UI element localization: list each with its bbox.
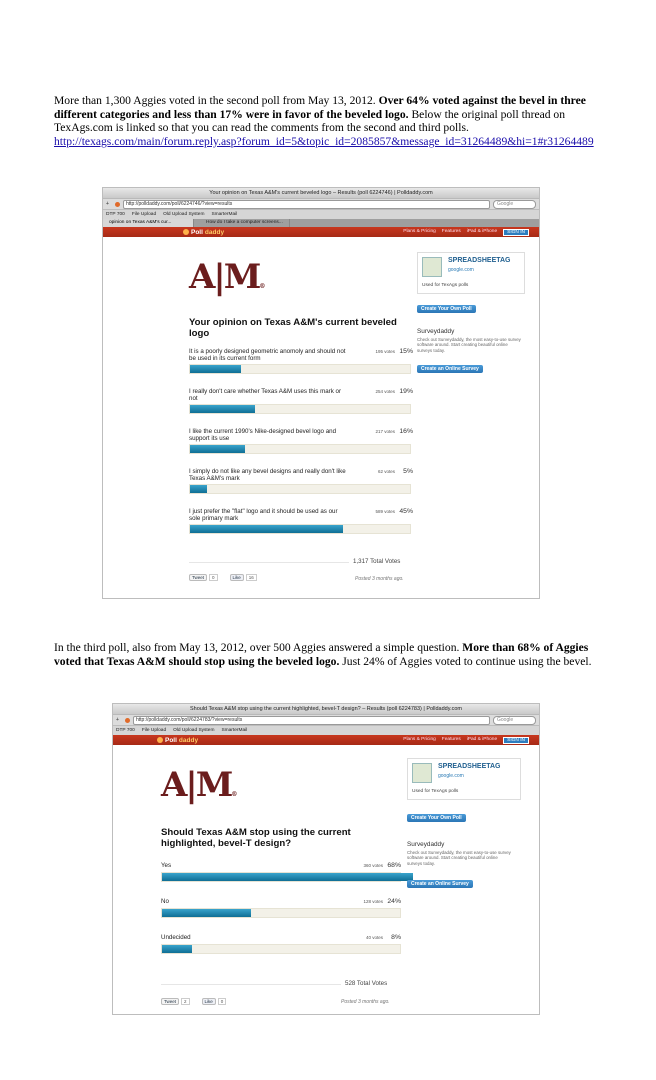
polldaddy-nav xyxy=(403,229,539,236)
poll1-question: Your opinion on Texas A&M's current beveled logo xyxy=(189,317,397,339)
polldaddy-header xyxy=(103,227,539,237)
poll-option-bar-fill xyxy=(190,365,241,373)
poll2-url-field[interactable]: http://polldaddy.com/poll/6224783/?view=results xyxy=(133,716,490,725)
intro1-text-2: Below the original poll thread on TexAgs.com is linked so that you can read the comments from the second and third polls. xyxy=(54,107,566,135)
poll-option-bar-fill xyxy=(162,909,251,917)
poll2-browser-screenshot xyxy=(112,703,540,1015)
poll-option-label: Undecided xyxy=(161,934,191,941)
poll-option-bar-track xyxy=(189,404,411,414)
bookmark-item[interactable]: DTP 700 xyxy=(106,212,125,217)
poll-option-votes: 40 votes xyxy=(365,935,383,940)
poll2-bookmarks-bar xyxy=(113,725,539,735)
poll-option-percent: 24% xyxy=(387,898,401,905)
poll1-tab-strip xyxy=(103,219,539,227)
poll1-bookmarks-bar xyxy=(103,209,539,219)
polldaddy-logo[interactable] xyxy=(183,229,224,236)
intro-paragraph-1 xyxy=(54,94,614,148)
poll-option-bar-fill xyxy=(190,405,255,413)
poll2-search-field[interactable]: Google xyxy=(493,716,536,725)
new-tab-icon[interactable]: + xyxy=(116,717,119,723)
tab-poll[interactable]: opinion on Texas A&M's cur... xyxy=(103,219,194,227)
bookmark-item[interactable]: DTP 700 xyxy=(116,728,135,733)
brand-part-b: daddy xyxy=(178,736,199,744)
sign-in-button[interactable]: SIGN IN xyxy=(503,737,529,744)
new-tab-icon[interactable]: + xyxy=(106,201,109,207)
bookmark-item[interactable]: File Upload xyxy=(131,212,157,217)
poll-option-percent: 8% xyxy=(391,934,401,941)
poll-option-bar-fill xyxy=(190,445,245,453)
nav-ipad[interactable]: iPad & iPhone xyxy=(466,736,498,742)
poll-option-bar-track xyxy=(189,364,411,374)
intro1-text-1: More than 1,300 Aggies voted in the second poll from May 13, 2012. xyxy=(54,94,379,107)
poll-option-percent: 19% xyxy=(399,388,413,395)
poll-option-label: I just prefer the "flat" logo and it should be used as our sole primary mark xyxy=(189,508,338,523)
card-domain: google.com xyxy=(438,773,464,779)
poll-option-bar-track xyxy=(161,908,401,918)
poll-option-bar-fill xyxy=(162,945,192,953)
nav-features[interactable]: Features xyxy=(441,736,461,742)
poll-option-votes: 62 votes xyxy=(377,469,395,474)
poll2-address-row xyxy=(113,714,539,725)
poll1-total-votes: 1,317 Total Votes xyxy=(353,558,401,565)
poll-option-bar-track xyxy=(161,872,401,882)
polldaddy-logo-icon xyxy=(157,737,163,743)
poll-option-votes: 254 votes xyxy=(375,389,395,394)
brand-part-b: daddy xyxy=(204,228,225,236)
tab-screenshot-help[interactable]: How do I take a computer screens... xyxy=(200,219,290,227)
poll-option-percent: 68% xyxy=(387,862,401,869)
poll1-window-title: Your opinion on Texas A&M's current beveled logo – Results (poll 6224746) | Polldaddy.com xyxy=(103,188,539,198)
poll-option-percent: 15% xyxy=(399,348,413,355)
poll-option-bar-fill xyxy=(162,873,413,881)
poll2-question: Should Texas A&M stop using the current highlighted, bevel-T design? xyxy=(161,827,351,849)
bookmark-item[interactable]: Old Upload System xyxy=(173,728,215,733)
poll-option-percent: 16% xyxy=(399,428,413,435)
intro2-text-2: Just 24% of Aggies voted to continue using the bevel. xyxy=(339,654,592,668)
polldaddy-nav xyxy=(403,737,539,744)
poll2-posted: Posted 3 months ago. xyxy=(341,999,390,1005)
poll-option-percent: 45% xyxy=(399,508,413,515)
atm-logo: A|M® xyxy=(161,765,238,805)
sign-in-button[interactable]: SIGN IN xyxy=(503,229,529,236)
like-button[interactable]: Like 0 xyxy=(202,999,227,1004)
bookmark-item[interactable]: SmarterMail xyxy=(211,212,238,217)
like-button[interactable]: Like 16 xyxy=(230,575,257,580)
poll-option-bar-track xyxy=(189,524,411,534)
card-thumbnail-icon xyxy=(422,257,442,277)
texags-thread-link[interactable]: http://texags.com/main/forum.reply.asp?forum_id=5&topic_id=2085857&message_id=31264489&hi=1#r31264489 xyxy=(54,134,594,148)
card-thumbnail-icon xyxy=(412,763,432,783)
tweet-button[interactable]: Tweet 2 xyxy=(161,999,190,1004)
nav-features[interactable]: Features xyxy=(441,228,461,234)
poll1-address-row xyxy=(103,198,539,209)
poll1-browser-screenshot xyxy=(102,187,540,599)
create-survey-button[interactable]: Create an Online Survey xyxy=(407,880,473,888)
poll-option-label: I simply do not like any bevel designs and really don't like Texas A&M's mark xyxy=(189,468,346,483)
poll1-social xyxy=(189,575,257,580)
create-poll-button[interactable]: Create Your Own Poll xyxy=(417,305,476,313)
poll-option-label: No xyxy=(161,898,169,905)
polldaddy-logo[interactable] xyxy=(157,737,198,744)
nav-plans[interactable]: Plans & Pricing xyxy=(403,736,436,742)
poll-option-label: I really don't care whether Texas A&M uses this mark or not xyxy=(189,388,342,403)
poll2-window-title: Should Texas A&M stop using the current highlighted, bevel-T design? – Results (poll 6224783) | Polldaddy.com xyxy=(113,704,539,714)
card-used-for: Used for TexAgs polls xyxy=(412,789,459,794)
nav-ipad[interactable]: iPad & iPhone xyxy=(466,228,498,234)
poll-option-bar-fill xyxy=(190,525,343,533)
intro1-bold: Over 64% voted against the bevel in three different categories and less than 17% were in favor of the beveled logo. xyxy=(54,94,586,121)
poll1-search-field[interactable]: Google xyxy=(493,200,536,209)
poll-option-label: I like the current 1990's Nike-designed bevel logo and support its use xyxy=(189,428,337,443)
polldaddy-header xyxy=(113,735,539,745)
poll-option-votes: 360 votes xyxy=(363,863,383,868)
surveydaddy-title: Surveydaddy xyxy=(417,328,455,335)
intro2-text-1: In the third poll, also from May 13, 2012, over 500 Aggies answered a simple question. xyxy=(54,641,463,654)
poll1-url-field[interactable]: http://polldaddy.com/poll/6224746/?view=results xyxy=(123,200,490,209)
brand-part-a: Poll xyxy=(165,736,177,744)
create-poll-button[interactable]: Create Your Own Poll xyxy=(407,814,466,822)
favicon-icon xyxy=(115,202,120,207)
poll1-posted: Posted 3 months ago. xyxy=(355,576,404,582)
poll2-total-votes: 528 Total Votes xyxy=(345,980,388,987)
poll-option-bar-fill xyxy=(190,485,207,493)
spreadsheetag-card[interactable] xyxy=(417,252,525,294)
poll-option-label: Yes xyxy=(161,862,172,869)
nav-plans[interactable]: Plans & Pricing xyxy=(403,228,436,234)
intro-paragraph-2 xyxy=(54,641,614,668)
surveydaddy-desc: Check out Surveydaddy, the most easy-to-use survey software around. Start creating beautiful online surveys today. xyxy=(407,850,511,866)
poll-option-bar-track xyxy=(161,944,401,954)
favicon-icon xyxy=(125,718,130,723)
intro2-bold: More than 68% of Aggies voted that Texas A&M should stop using the beveled logo. xyxy=(54,641,589,668)
poll-option-votes: 195 votes xyxy=(375,349,395,354)
poll-option-bar-track xyxy=(189,484,411,494)
poll2-divider xyxy=(161,984,341,985)
bookmark-item[interactable]: SmarterMail xyxy=(221,728,248,733)
bookmark-item[interactable]: File Upload xyxy=(141,728,167,733)
poll-option-label: It is a poorly designed geometric anomoly and should not be used in its current form xyxy=(189,348,346,363)
create-survey-button[interactable]: Create an Online Survey xyxy=(417,365,483,373)
poll-option-votes: 128 votes xyxy=(363,899,383,904)
poll-option-bar-track xyxy=(189,444,411,454)
poll1-divider xyxy=(189,562,349,563)
poll-option-votes: 217 votes xyxy=(375,429,395,434)
polldaddy-logo-icon xyxy=(183,229,189,235)
spreadsheetag-card[interactable] xyxy=(407,758,521,800)
card-name: SPREADSHEETAG xyxy=(448,257,511,264)
poll-option-percent: 5% xyxy=(403,468,413,475)
surveydaddy-title: Surveydaddy xyxy=(407,841,445,848)
card-name: SPREADSHEETAG xyxy=(438,763,501,770)
card-used-for: Used for TexAgs polls xyxy=(422,283,469,288)
brand-part-a: Poll xyxy=(191,228,203,236)
poll-option-votes: 589 votes xyxy=(375,509,395,514)
card-domain: google.com xyxy=(448,267,474,273)
atm-logo: A|M® xyxy=(189,257,266,297)
bookmark-item[interactable]: Old Upload System xyxy=(163,212,205,217)
surveydaddy-desc: Check out Surveydaddy, the most easy-to-use survey software around. Start creating beautiful online surveys today. xyxy=(417,337,521,353)
poll2-social xyxy=(161,999,226,1004)
tweet-button[interactable]: Tweet 0 xyxy=(189,575,218,580)
